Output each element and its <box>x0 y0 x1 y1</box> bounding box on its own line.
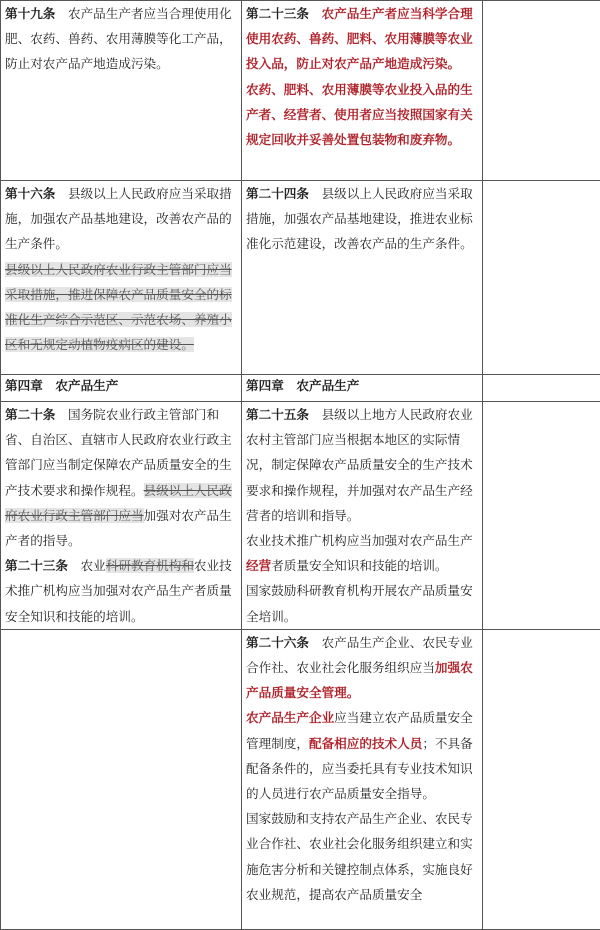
deleted-text: 县级以上人民政府农业行政主管部门应当采取措施，推进保障农产品质量安全的标准化生产综合示范区、示范农场、养殖小区和无规定动植物疫病区的建设。 <box>5 262 232 353</box>
article-paragraph: 第二十四条 县级以上人民政府应当采取措施，加强农产品基地建设，推进农业标准化示范建设，改善农产品的生产条件。 <box>246 181 478 257</box>
amended-text: 加强农产品质量安全管理。 <box>246 660 473 700</box>
article-number: 第二十三条 <box>5 558 68 573</box>
article-number: 第十六条 <box>5 186 55 201</box>
old-article-cell <box>1 629 242 929</box>
new-article-cell <box>242 1 483 181</box>
deleted-paragraph <box>5 257 237 358</box>
chapter-heading-cell <box>242 375 483 402</box>
article-number: 第二十四条 <box>246 186 309 201</box>
table-row <box>1 402 600 630</box>
article-number: 第二十六条 <box>246 635 309 650</box>
notes-cell <box>483 629 600 929</box>
new-article-cell <box>242 629 483 929</box>
chapter-heading-cell <box>1 375 242 402</box>
article-paragraph: 第二十五条 县级以上地方人民政府农业农村主管部门应当根据本地区的实际情况，制定保障农产品质量安全的生产技术要求和操作规程，并加强对农产品生产经营者的培训和指导。 <box>246 402 478 528</box>
article-number: 第十九条 <box>5 6 55 21</box>
article-paragraph: 农产品生产企业应当建立农产品质量安全管理制度，配备相应的技术人员；不具备配备条件的，应当委托具有专业技术知识的人员进行农产品质量安全指导。 <box>246 705 478 806</box>
table-row <box>1 181 600 375</box>
table-row <box>1 375 600 402</box>
deleted-text: 县级以上人民政府农业行政主管部门应当 <box>5 483 232 523</box>
notes-cell <box>483 1 600 181</box>
new-article-cell <box>242 181 483 375</box>
amended-text: 配备相应的技术人员 <box>309 736 422 751</box>
new-article-cell <box>242 402 483 630</box>
article-number: 第二十条 <box>5 407 55 422</box>
article-paragraph: 第二十条 国务院农业行政主管部门和省、自治区、直辖市人民政府农业行政主管部门应当制定保障农产品质量安全的生产技术要求和操作规程。县级以上人民政府农业行政主管部门应当加强对农产品生产者的指导。 <box>5 402 237 553</box>
article-paragraph: 第二十六条 农产品生产企业、农民专业合作社、农业社会化服务组织应当加强农产品质量安全管理。 <box>246 630 478 706</box>
notes-cell <box>483 181 600 375</box>
amended-text: 农产品生产者应当科学合理使用农药、兽药、肥料、农用薄膜等农业投入品，防止对农产品产地造成污染。 <box>246 6 473 71</box>
deleted-text: 科研教育机构和 <box>106 558 194 573</box>
chapter-heading: 第四章 农产品生产 <box>246 375 478 397</box>
article-paragraph: 农业技术推广机构应当加强对农产品生产经营者质量安全知识和技能的培训。 <box>246 528 478 578</box>
article-paragraph: 第二十三条 农业科研教育机构和农业技术推广机构应当加强对农产品生产者质量安全知识和技能的培训。 <box>5 553 237 629</box>
amended-text: 农产品生产企业 <box>246 710 334 725</box>
old-article-cell <box>1 181 242 375</box>
notes-cell <box>483 402 600 630</box>
article-paragraph: 第十九条 农产品生产者应当合理使用化肥、农药、兽药、农用薄膜等化工产品，防止对农产品产地造成污染。 <box>5 1 237 77</box>
article-paragraph: 第十六条 县级以上人民政府应当采取措施，加强农产品基地建设，改善农产品的生产条件。 <box>5 181 237 257</box>
table-row <box>1 629 600 929</box>
chapter-heading: 第四章 农产品生产 <box>5 375 237 397</box>
article-paragraph <box>246 1 478 77</box>
article-number: 第二十五条 <box>246 407 309 422</box>
old-article-cell <box>1 1 242 181</box>
table-row <box>1 1 600 181</box>
article-number: 第二十三条 <box>246 6 309 21</box>
amended-paragraph: 农药、肥料、农用薄膜等农业投入品的生产者、经营者、使用者应当按照国家有关规定回收并妥善处置包装物和废弃物。 <box>246 77 478 153</box>
amended-text: 经营 <box>246 558 271 573</box>
notes-cell <box>483 375 600 402</box>
article-paragraph: 国家鼓励科研教育机构开展农产品质量安全培训。 <box>246 578 478 628</box>
article-paragraph: 国家鼓励和支持农产品生产企业、农民专业合作社、农业社会化服务组织建立和实施危害分析和关键控制点体系，实施良好农业规范，提高农产品质量安全 <box>246 806 478 907</box>
old-article-cell <box>1 402 242 630</box>
